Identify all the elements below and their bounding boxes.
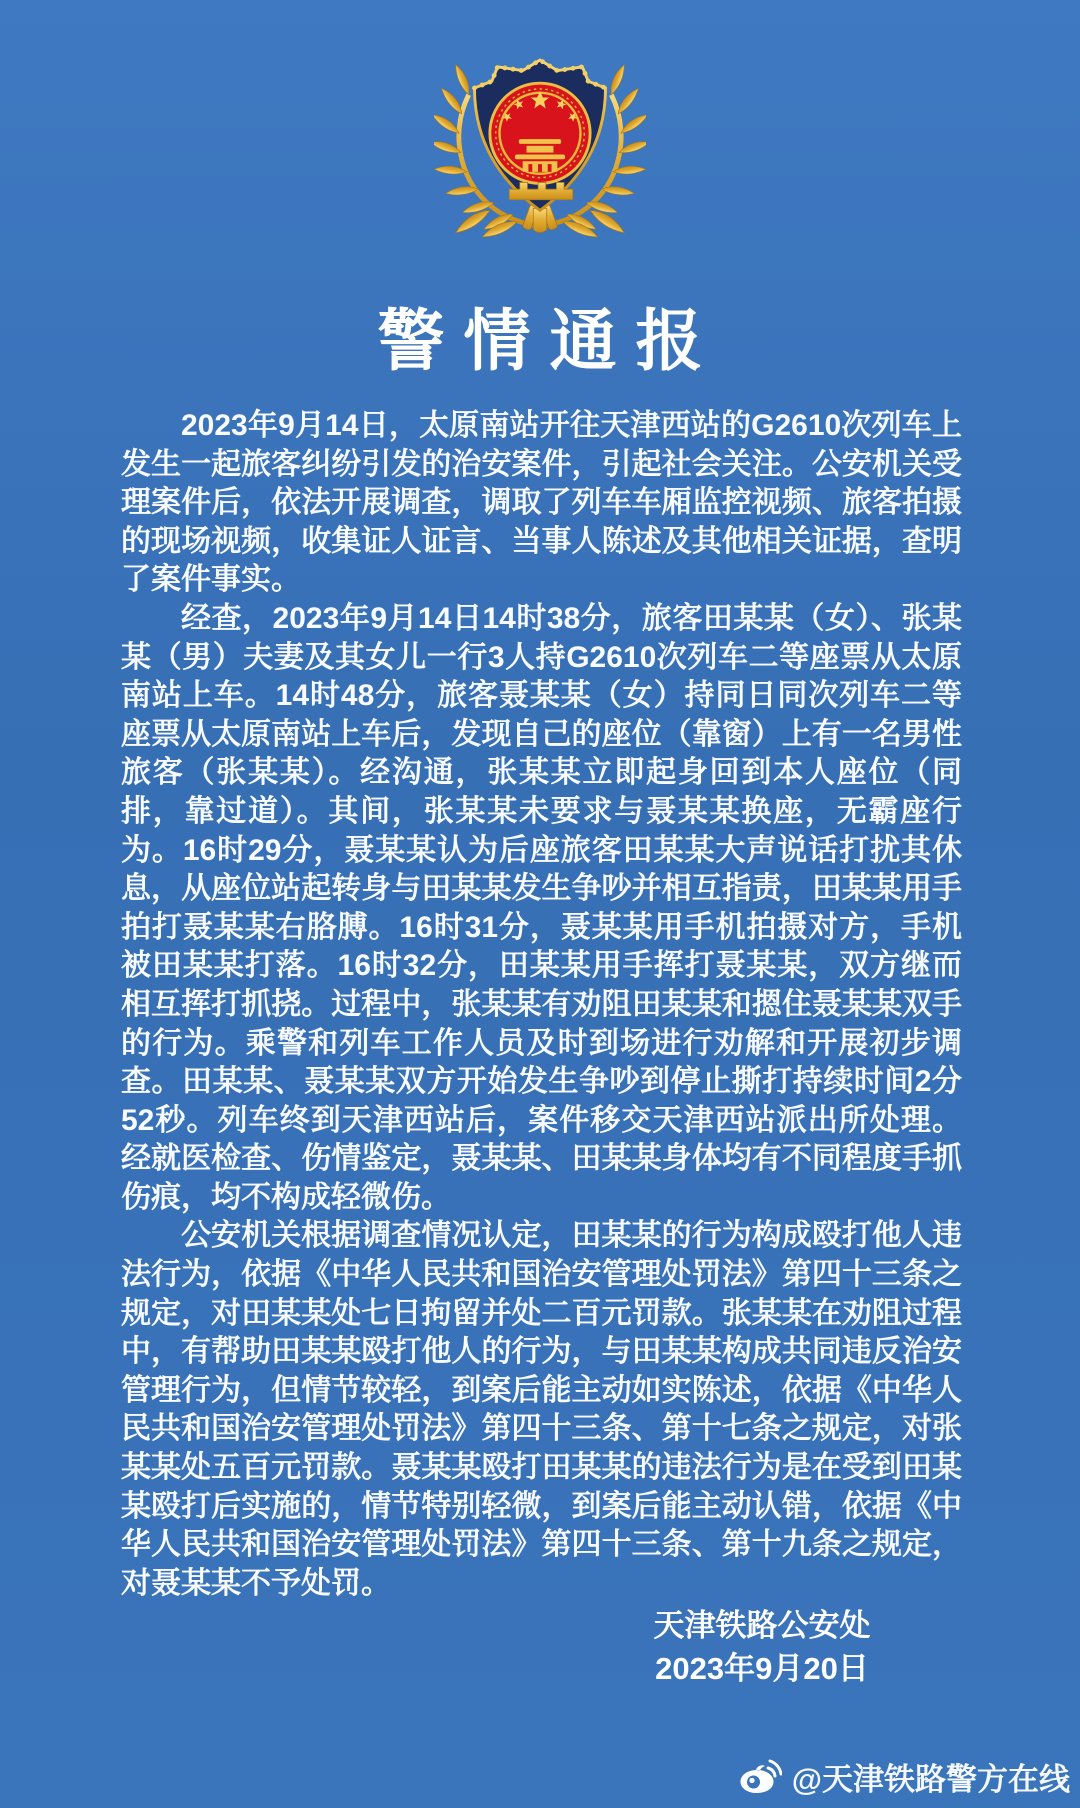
- weibo-icon: [736, 1758, 782, 1796]
- police-badge-icon: [434, 44, 646, 238]
- report-paragraph: 经查，2023年9月14日14时38分，旅客田某某（女）、张某某（男）夫妻及其女儿一行3人持G2610次列车二等座票从太原南站上车。14时48分，旅客聂某某（女）持同日同次列车二等座票从太原南站上车后，发现自己的座位（靠窗）上有一名男性旅客（张某某）。经沟通，张某某立即起身回到本人座位（同排，靠过道）。其间，张某某未要求与聂某某换座，无霸座行为。16时29分，聂某某认为后座旅客田某某大声说话打扰其休息，从座位站起转身与田某某发生争吵并相互指责，田某某用手拍打聂某某右胳膊。16时31分，聂某某用手机拍摄对方，手机被田某某打落。16时32分，田某某用手挥打聂某某，双方继而相互挥打抓挠。过程中，张某某有劝阻田某某和摁住聂某某双手的行为。乘警和列车工作人员及时到场进行劝解和开展初步调查。田某某、聂某某双方开始发生争吵到停止撕打持续时间2分52秒。列车终到天津西站后，案件移交天津西站派出所处理。经就医检查、伤情鉴定，聂某某、田某某身体均有不同程度手抓伤痕，均不构成轻微伤。: [121, 601, 962, 1214]
- report-body: [121, 407, 962, 1603]
- report-title: 警情通报: [377, 305, 722, 379]
- report-paragraph: 2023年9月14日，太原南站开往天津西站的G2610次列车上发生一起旅客纠纷引发的治安案件，引起社会关注。公安机关受理案件后，依法开展调查，调取了列车车厢监控视频、旅客拍摄的现场视频，收集证人证言、当事人陈述及其他相关证据，查明了案件事实。: [121, 409, 962, 597]
- signature-date: 2023年9月20日: [655, 1651, 869, 1686]
- signature-block: [560, 1604, 964, 1690]
- watermark: [736, 1754, 1070, 1799]
- report-paragraph: 公安机关根据调查情况认定，田某某的行为构成殴打他人违法行为，依据《中华人民共和国治安管理处罚法》第四十三条之规定，对田某某处七日拘留并处二百元罚款。张某某在劝阻过程中，有帮助田某某殴打他人的行为，与田某某构成共同违反治安管理行为，但情节较轻，到案后能主动如实陈述，依据《中华人民共和国治安管理处罚法》第四十三条、第十七条之规定，对张某某处五百元罚款。聂某某殴打田某某的违法行为是在受到田某某殴打后实施的，情节特别轻微，到案后能主动认错，依据《中华人民共和国治安管理处罚法》第四十三条、第十九条之规定，对聂某某不予处罚。: [121, 1219, 962, 1600]
- watermark-handle: @天津铁路警方在线: [791, 1762, 1070, 1797]
- signature-org: 天津铁路公安处: [653, 1608, 871, 1643]
